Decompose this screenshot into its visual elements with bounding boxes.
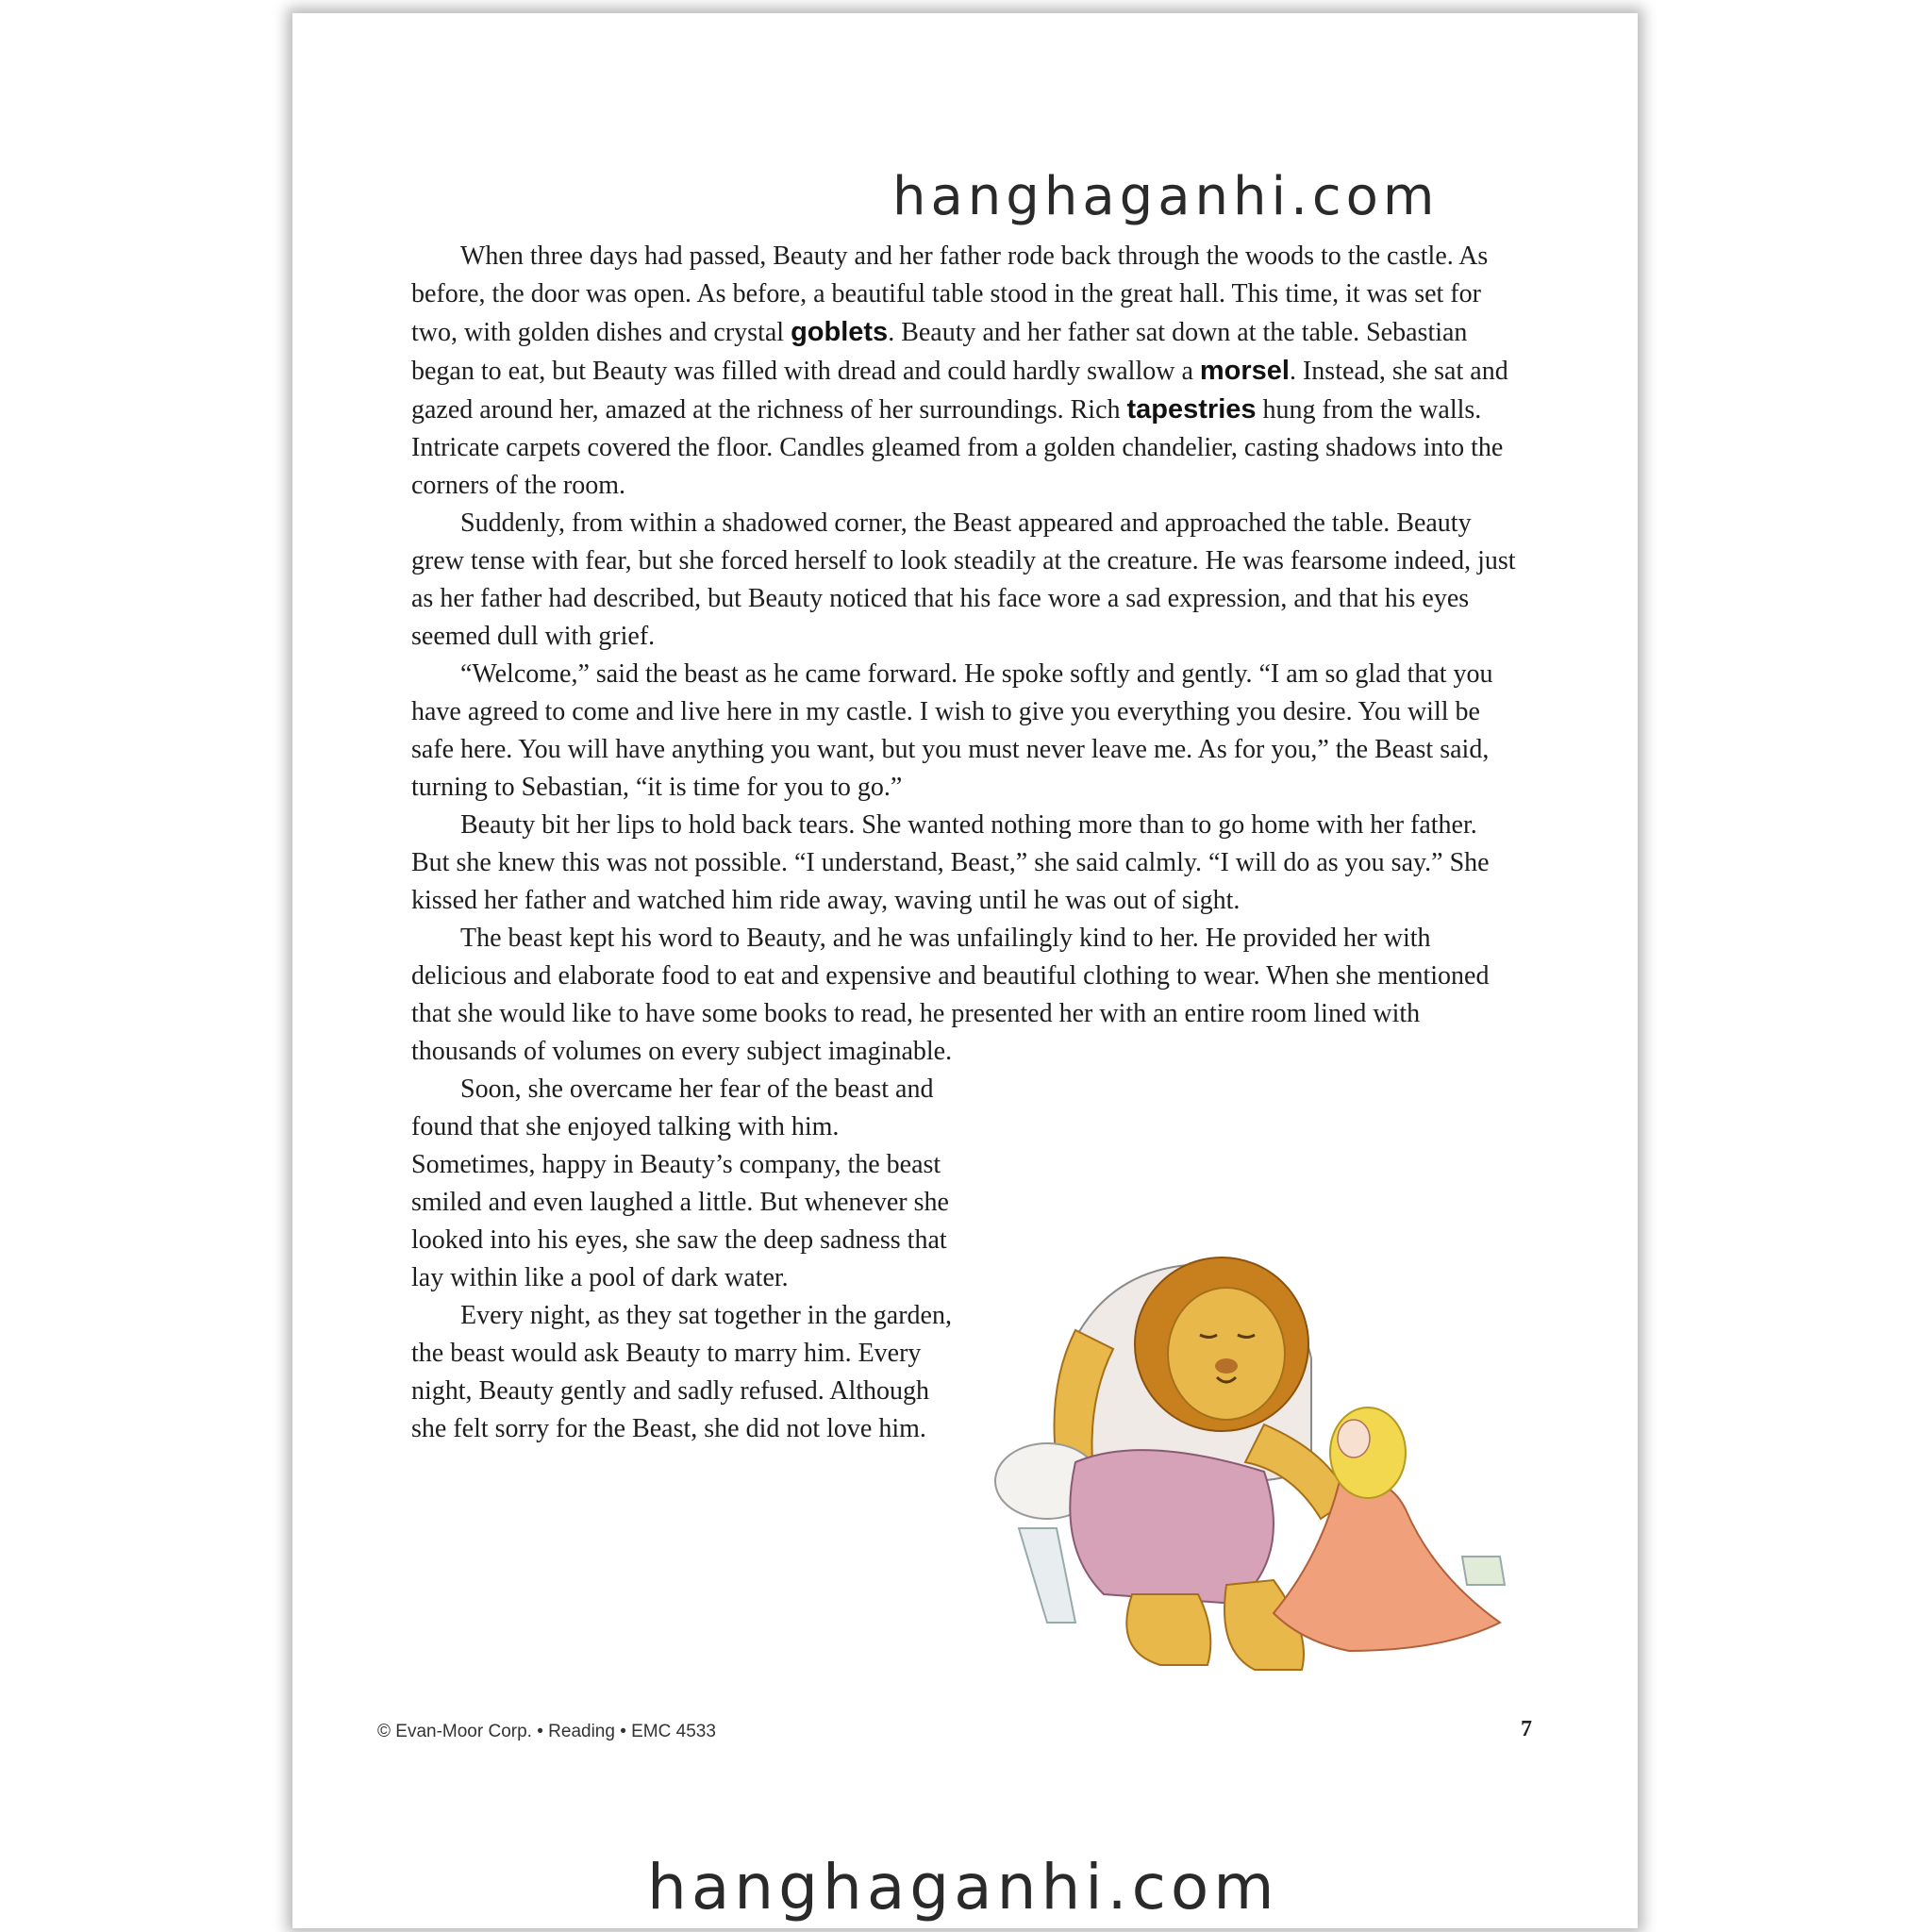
vocab-word-tapestries: tapestries: [1126, 394, 1257, 425]
vocab-word-goblets: goblets: [791, 317, 889, 347]
paragraph-1: When three days had passed, Beauty and her father rode back through the woods to the castle. As before, the door was open. As before, a beautiful table stood in the great hall. This time, it was set for two, with golden dishes and crystal goblets. Beauty and her father sat down at the table. Sebastian began to eat, but Beauty was filled with dread and could hardly swallow a morsel. Instead, she sat and gazed around her, amazed at the richness of her surroundings. Rich tapestries hung from the walls. Intricate carpets covered the floor. Candles gleamed from a golden chandelier, casting shadows into the corners of the room.: [411, 242, 1508, 500]
footer-credit: © Evan-Moor Corp. • Reading • EMC 4533: [377, 1722, 716, 1741]
vocab-word-morsel: morsel: [1199, 356, 1290, 386]
paragraph-3: “Welcome,” said the beast as he came forward. He spoke softly and gently. “I am so glad that you have agreed to come and live here in my castle. I wish to give you everything you desire. You will be safe here. You will have anything you want, but you must never leave me. As for you,” the Beast said, turning to Sebastian, “it is time for you to go.”: [411, 659, 1493, 802]
paragraph-7: Every night, as they sat together in the garden, the beast would ask Beauty to marry him. Every night, Beauty gently and sadly refused. Although she felt sorry for the Beast, she did not love him.: [411, 1301, 952, 1443]
paragraph-5: The beast kept his word to Beauty, and he was unfailingly kind to her. He provided her with delicious and elaborate food to eat and expensive and beautiful clothing to wear. When she mentioned that she would like to have some books to read, he presented her with an entire room lined with thousands of volumes on every subject imaginable.: [411, 924, 1490, 1066]
watermark-top: hanghaganhi.com: [892, 166, 1440, 227]
paragraph-2: Suddenly, from within a shadowed corner, the Beast appeared and approached the table. Beauty grew tense with fear, but she forced herself to look steadily at the creature. He was fearsome indeed, just as her father had described, but Beauty noticed that his face wore a sad expression, and that his eyes seemed dull with grief.: [411, 508, 1516, 651]
page-number: 7: [1521, 1717, 1532, 1741]
paragraph-4: Beauty bit her lips to hold back tears. She wanted nothing more than to go home with her father. But she knew this was not possible. “I understand, Beast,” she said calmly. “I will do as you say.” She kissed her father and watched him ride away, waving until he was out of sight.: [411, 810, 1490, 915]
paragraph-6: Soon, she overcame her fear of the beast and found that she enjoyed talking with him. Sometimes, happy in Beauty’s company, the beast smiled and even laughed a little. But whenever she looked into his eyes, she saw the deep sadness that lay within like a pool of dark water.: [411, 1074, 949, 1292]
beast-and-beauty-illustration: [991, 1245, 1528, 1689]
watermark-bottom: hanghaganhi.com: [647, 1851, 1279, 1924]
